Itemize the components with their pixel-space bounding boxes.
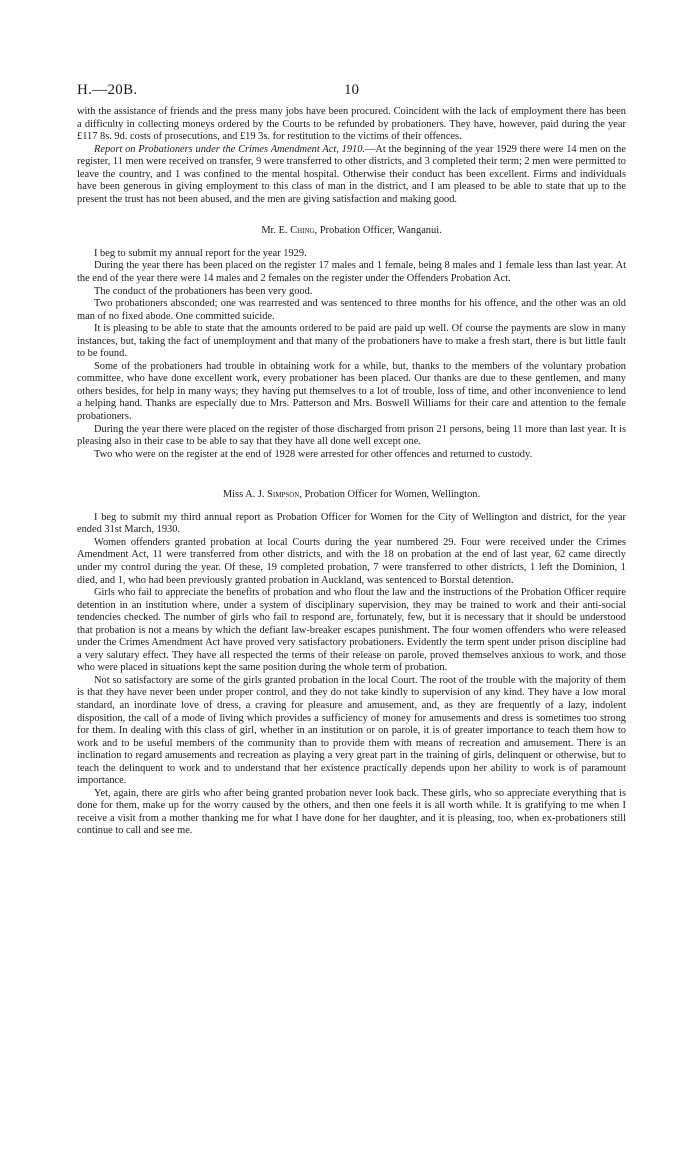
- paragraph: Two probationers absconded; one was rearrested and was sentenced to three months for his offence, and the other was an old man of no fixed abode. One committed suicide.: [77, 298, 626, 322]
- report-body: [77, 106, 626, 838]
- paragraph: Yet, again, there are girls who after being granted probation never look back. These girls, who so appreciate everything that is done for them, make up for the worry caused by the others, and then one feels it is all worth while. It is gratifying to me when I receive a visit from a mother thanking me for what I have done for her daughter, and it is pleasing, too, when ex-probationers still continue to call and see me.: [77, 787, 626, 837]
- paragraph: It is pleasing to be able to state that the amounts ordered to be paid are paid up well. Of course the payments are slow in many instances, but, taking the fact of unemployment and that many of the probationers have to make a fresh start, there is but little fault to be found.: [77, 323, 626, 360]
- page-number: 10: [344, 82, 359, 98]
- heading-prefix: Miss A. J.: [222, 489, 268, 501]
- paragraph: I beg to submit my annual report for the year 1929.: [94, 247, 307, 259]
- paragraph: During the year there were placed on the register of those discharged from prison 21 persons, being 11 more than last year. It is pleasing also in their case to be able to say that they have all done well except one.: [77, 423, 626, 448]
- section-heading-wellington: [77, 489, 626, 502]
- paragraph: The conduct of the probationers has been very good.: [94, 285, 313, 297]
- section-heading-wanganui: [77, 225, 626, 238]
- paragraph: I beg to submit my third annual report as Probation Officer for Women for the City of Wellington and district, for the year ended 31st March, 1930.: [77, 511, 626, 536]
- officer-name: Simpson: [267, 489, 300, 501]
- paragraph: Not so satisfactory are some of the girls granted probation in the local Court. The root of the trouble with the majority of them is that they have never been under proper control, and they do not take kindly to supervision of any kind. They have a low moral standard, an inordinate love of dress, a craving for pleasure and amusement, and, as they are frequently of a lazy, indolent disposition, the call of a mode of living which provides a sufficiency of money for amusements and dress is sometimes too strong for them. In dealing with this class of girl, whether in an institution or on parole, it is of greater importance to teach them how to work and to be useful members of the community than to provide them with means of recreation and amusement. There is an inclination to regard amusements and recreation as playing a very great part in the training of girls, delinquent or otherwise, but to teach the delinquent to work and to understand that her existence practically depends upon her ability to work is of paramount importance.: [77, 674, 626, 787]
- paragraph: Some of the probationers had trouble in obtaining work for a while, but, thanks to the members of the voluntary probation committee, who have done excellent work, every probationer has been placed. Our thanks are due to these gentlemen, and many others besides, for help in many ways; they having put themselves to a lot of trouble, loss of time, and other inconvenience to lend a helping hand. Thanks are especially due to Mrs. Patterson and Mrs. Boswell Williams for their care and attention to the female probationers.: [77, 360, 626, 423]
- section-title-italic: Report on Probationers under the Crimes Amendment Act, 1910.: [94, 143, 365, 155]
- paragraph: During the year there has been placed on the register 17 males and 1 female, being 8 males and 1 female less than last year. At the end of the year there were 14 males and 2 females on the register under the Offenders Probation Act.: [77, 260, 626, 285]
- heading-suffix: , Probation Officer for Women, Wellington.: [299, 489, 481, 501]
- paragraph: with the assistance of friends and the press many jobs have been procured. Coincident with the lack of employment there has been a difficulty in collecting moneys ordered by the Courts to be refunded by probationers. They have, however, paid during the year £117 8s. 9d. costs of prosecutions, and £19 3s. for restitution to the victims of their offences.: [77, 106, 626, 143]
- paragraph: [77, 144, 626, 207]
- heading-prefix: Mr. E.: [261, 225, 291, 237]
- heading-suffix: , Probation Officer, Wanganui.: [314, 225, 442, 237]
- officer-name: Ching: [290, 225, 315, 237]
- page-header: [77, 82, 626, 102]
- paragraph: Two who were on the register at the end of 1928 were arrested for other offences and returned to custody.: [94, 448, 533, 460]
- paragraph-text: —At the beginning of the year 1929 there were 14 men on the register, 11 men were received on transfer, 9 were transferred to other districts, and 3 completed their term; 2 men were permitted to leave the country, and 1 was confined to the mental hospital. Otherwise their conduct has been excellent. Firms and individuals have been generous in giving employment to this class of man in the district, and I am pleased to be able to state that up to the present the trust has not been abused, and the men are giving satisfaction and making good.: [77, 143, 626, 205]
- document-reference: H.—20B.: [77, 82, 138, 98]
- paragraph: Girls who fail to appreciate the benefits of probation and who flout the law and the instructions of the Probation Officer require detention in an institution where, under a system of disciplinary supervision, they may be trained to work and their anti-social tendencies checked. The number of girls who fail to respond are, fortunately, few, but it is necessary that it should be understood that probation is not a means by which the defiant law-breaker escapes punishment. The four women offenders who were released under the Crimes Amendment Act have proved very satisfactory probationers. Evidently the term spent under prison discipline had a very salutary effect. They have all respected the terms of their release on parole, proved themselves anxious to work, and those who were placed in situations kept the same position during the whole term of probation.: [77, 587, 626, 674]
- paragraph: Women offenders granted probation at local Courts during the year numbered 29. Four were received under the Crimes Amendment Act, 11 were transferred from other districts, and with the 18 on probation at the end of last year, 62 came directly under my control during the year. Of these, 19 completed probation, 7 were transferred to other districts, 1 left the Dominion, 1 died, and 1, who had been previously granted probation in Auckland, was sentenced to Borstal detention.: [77, 536, 626, 586]
